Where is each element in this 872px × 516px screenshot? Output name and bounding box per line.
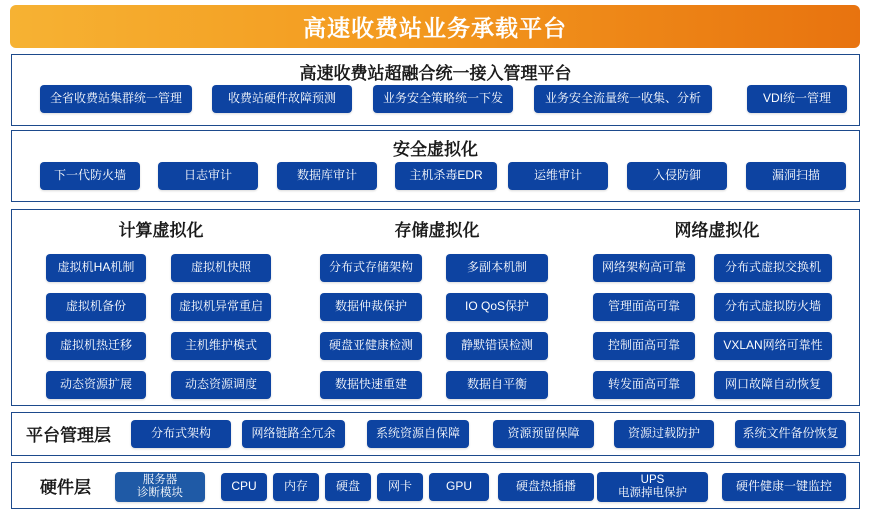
security-item-intrusion-prevention: 入侵防御	[627, 162, 727, 190]
network-item-port-recovery: 网口故障自动恢复	[714, 371, 832, 399]
network-item-control-plane: 控制面高可靠	[593, 332, 695, 360]
hardware-item-nic: 网卡	[377, 473, 423, 501]
platform-item-overload-protection: 资源过载防护	[614, 420, 714, 448]
hardware-item-gpu: GPU	[429, 473, 489, 501]
access-item-traffic-analysis: 业务安全流量统一收集、分析	[534, 85, 712, 113]
network-item-architecture-reliability: 网络架构高可靠	[593, 254, 695, 282]
security-item-log-audit: 日志审计	[158, 162, 258, 190]
compute-item-backup: 虚拟机备份	[46, 293, 146, 321]
hardware-item-disk: 硬盘	[325, 473, 371, 501]
hardware-item-server-diagnostics	[115, 472, 205, 502]
security-item-firewall: 下一代防火墙	[40, 162, 140, 190]
access-layer-title: 高速收费站超融合统一接入管理平台	[299, 64, 572, 83]
hardware-item-memory: 内存	[273, 473, 319, 501]
security-item-ops-audit: 运维审计	[508, 162, 608, 190]
compute-item-snapshot: 虚拟机快照	[171, 254, 271, 282]
compute-item-maintenance-mode: 主机维护模式	[171, 332, 271, 360]
security-layer-panel	[11, 130, 860, 202]
network-item-management-plane: 管理面高可靠	[593, 293, 695, 321]
hardware-item-cpu: CPU	[221, 473, 267, 501]
storage-virtualization-title: 存储虚拟化	[394, 221, 480, 240]
compute-item-dynamic-scheduling: 动态资源调度	[171, 371, 271, 399]
storage-item-multi-replica: 多副本机制	[446, 254, 548, 282]
page-banner-title: 高速收费站业务承载平台	[10, 5, 860, 48]
hardware-layer-title: 硬件层	[40, 477, 91, 497]
platform-layer-title: 平台管理层	[26, 426, 111, 445]
access-item-policy-distribution: 业务安全策略统一下发	[373, 85, 513, 113]
access-layer-panel	[11, 54, 860, 126]
hardware-diag-line1: 服务器	[142, 473, 178, 486]
platform-item-resource-self-protection: 系统资源自保障	[367, 420, 469, 448]
hardware-ups-line1: UPS	[640, 473, 665, 486]
storage-item-fast-rebuild: 数据快速重建	[320, 371, 422, 399]
access-item-vdi-management: VDI统一管理	[747, 85, 847, 113]
platform-item-file-backup-recovery: 系统文件备份恢复	[735, 420, 846, 448]
hardware-item-hot-plug: 硬盘热插播	[498, 473, 594, 501]
security-item-host-edr: 主机杀毒EDR	[395, 162, 497, 190]
network-item-vxlan-reliability: VXLAN网络可靠性	[714, 332, 832, 360]
storage-item-distributed-architecture: 分布式存储架构	[320, 254, 422, 282]
storage-item-silent-error: 静默错误检测	[446, 332, 548, 360]
security-item-database-audit: 数据库审计	[277, 162, 377, 190]
compute-item-dynamic-scaling: 动态资源扩展	[46, 371, 146, 399]
security-item-vulnerability-scan: 漏洞扫描	[746, 162, 846, 190]
platform-layer-panel	[11, 412, 860, 456]
hardware-layer-panel	[11, 462, 860, 509]
compute-item-restart: 虚拟机异常重启	[171, 293, 271, 321]
compute-item-live-migration: 虚拟机热迁移	[46, 332, 146, 360]
hardware-ups-line2: 电源掉电保护	[618, 487, 687, 499]
security-layer-title: 安全虚拟化	[393, 140, 478, 159]
network-virtualization-title: 网络虚拟化	[674, 221, 760, 240]
network-item-virtual-switch: 分布式虚拟交换机	[714, 254, 832, 282]
storage-item-io-qos: IO QoS保护	[446, 293, 548, 321]
network-item-virtual-firewall: 分布式虚拟防火墙	[714, 293, 832, 321]
platform-item-link-redundancy: 网络链路全冗余	[242, 420, 345, 448]
storage-item-arbitration-protection: 数据仲裁保护	[320, 293, 422, 321]
compute-virtualization-title: 计算虚拟化	[118, 221, 204, 240]
hardware-item-ups	[597, 472, 708, 502]
access-item-fault-prediction: 收费站硬件故障预测	[212, 85, 352, 113]
platform-item-distributed-architecture: 分布式架构	[131, 420, 231, 448]
virtualization-panel	[11, 209, 860, 406]
access-item-cluster-management: 全省收费站集群统一管理	[40, 85, 192, 113]
hardware-diag-line2: 诊断模块	[137, 487, 183, 499]
hardware-item-health-monitor: 硬件健康一键监控	[722, 473, 846, 501]
compute-item-ha: 虚拟机HA机制	[46, 254, 146, 282]
network-item-forwarding-plane: 转发面高可靠	[593, 371, 695, 399]
storage-item-disk-subhealth: 硬盘亚健康检测	[320, 332, 422, 360]
storage-item-self-balancing: 数据自平衡	[446, 371, 548, 399]
platform-item-resource-reservation: 资源预留保障	[493, 420, 594, 448]
